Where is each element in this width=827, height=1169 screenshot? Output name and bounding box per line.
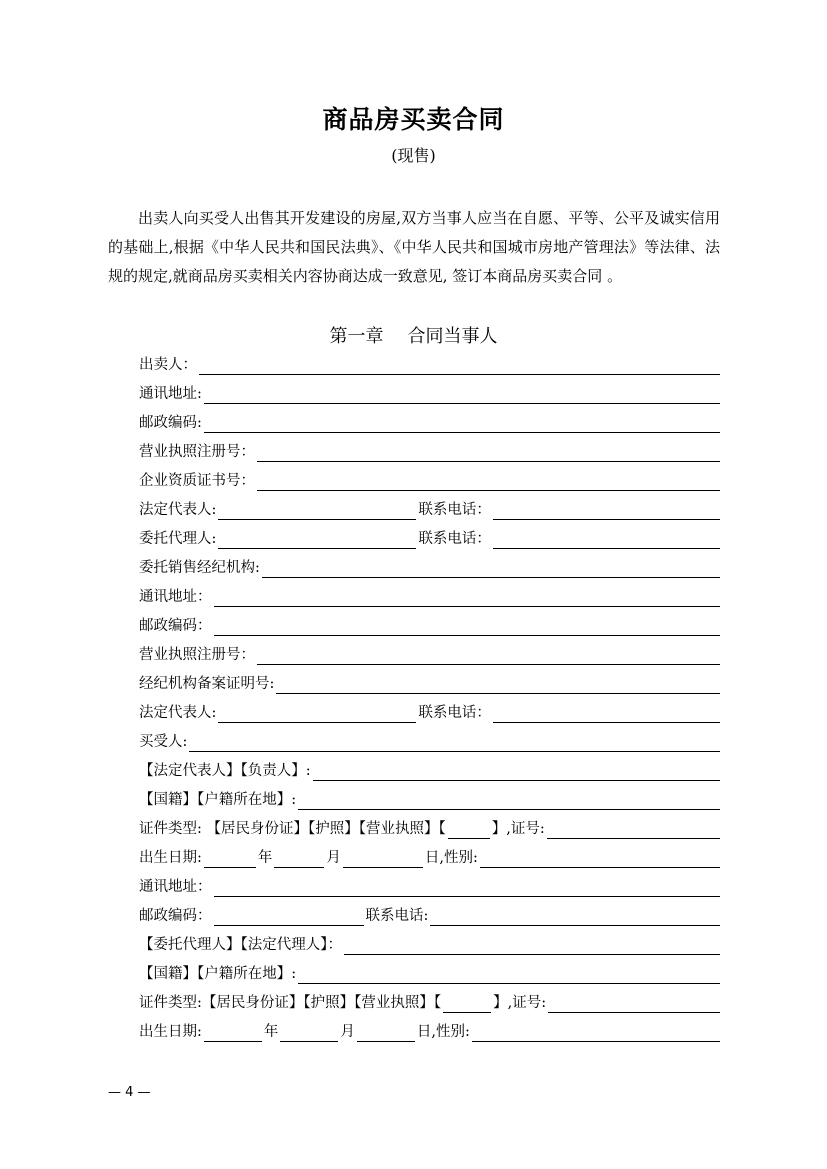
buyer-birth-row [139, 846, 720, 868]
broker-label: 委托销售经纪机构: [139, 560, 260, 576]
seller-legal-rep-blank[interactable] [218, 501, 416, 520]
buyer-id-no-blank[interactable] [547, 820, 720, 839]
broker-blank[interactable] [262, 559, 720, 578]
seller-agent-phone-blank[interactable] [493, 530, 720, 549]
buyer-id-other-blank[interactable] [448, 820, 490, 839]
buyer-birth-year-blank[interactable] [204, 849, 256, 868]
agent-month-label: 月 [340, 1024, 355, 1040]
agent-gender-blank[interactable] [472, 1023, 720, 1042]
agent-id-no-label: 】,证号: [493, 995, 547, 1011]
seller-license-label: 营业执照注册号： [139, 444, 255, 460]
document-title: 商品房买卖合同 [322, 105, 505, 134]
agent-birth-year-blank[interactable] [204, 1023, 262, 1042]
buyer-birth-month-blank[interactable] [274, 849, 324, 868]
agent-birth-month-blank[interactable] [280, 1023, 338, 1042]
seller-agent-label: 委托代理人: [139, 531, 217, 547]
intro-text: 出卖人向买受人出售其开发建设的房屋,双方当事人应当在自愿、平等、公平及诚实信用的基础上,根据《中华人民共和国民法典》、《中华人民共和国城市房地产管理法》等法律、法规的规定,就商品房买卖相关内容协商达成一致意见, 签订本商品房买卖合同 。 [108, 209, 720, 285]
agent-birth-day-blank[interactable] [357, 1023, 415, 1042]
buyer-month-label: 月 [326, 850, 341, 866]
buyer-rep-label: 【法定代表人】【负责人】: [139, 763, 311, 779]
seller-qualification-row [139, 469, 720, 491]
buyer-year-label: 年 [257, 850, 273, 866]
page-number: — 4 — [108, 1085, 151, 1100]
seller-legal-rep-row [139, 498, 720, 520]
broker-legal-rep-phone-label: 联系电话： [418, 705, 491, 721]
agent-nationality-row [139, 962, 720, 984]
broker-legal-rep-row [139, 701, 720, 723]
buyer-agent-row [139, 933, 720, 955]
chapter-name: 合同当事人 [407, 326, 498, 347]
buyer-agent-blank[interactable] [344, 936, 720, 955]
buyer-nationality-label: 【国籍】【户籍所在地】: [139, 792, 297, 808]
buyer-id-row [139, 817, 720, 839]
agent-day-gender-label: 日,性别: [416, 1024, 470, 1040]
agent-birth-label: 出生日期: [139, 1024, 202, 1040]
buyer-nationality-blank[interactable] [298, 791, 720, 810]
seller-legal-rep-phone-label: 联系电话： [418, 502, 491, 518]
seller-address-label: 通讯地址: [139, 386, 202, 402]
agent-id-type-label: 证件类型:【居民身份证】【护照】【营业执照】【 [139, 995, 442, 1011]
broker-record-row [139, 672, 720, 694]
broker-license-row [139, 643, 720, 665]
buyer-nationality-row [139, 788, 720, 810]
seller-agent-phone-label: 联系电话： [418, 531, 491, 547]
broker-address-label: 通讯地址： [139, 589, 212, 605]
broker-address-blank[interactable] [214, 588, 721, 607]
seller-legal-rep-phone-blank[interactable] [493, 501, 720, 520]
broker-postcode-label: 邮政编码： [139, 618, 212, 634]
buyer-address-row [139, 875, 720, 897]
intro-paragraph [108, 204, 720, 291]
buyer-id-type-label: 证件类型: 【居民身份证】【护照】【营业执照】【 [139, 821, 446, 837]
agent-nationality-blank[interactable] [298, 965, 720, 984]
broker-legal-rep-phone-blank[interactable] [493, 704, 720, 723]
buyer-postcode-row [139, 904, 720, 926]
broker-license-label: 营业执照注册号： [139, 647, 255, 663]
buyer-address-blank[interactable] [214, 878, 721, 897]
seller-blank[interactable] [199, 356, 720, 375]
broker-license-blank[interactable] [257, 646, 720, 665]
buyer-label: 买受人: [139, 734, 188, 750]
agent-nationality-label: 【国籍】【户籍所在地】: [139, 966, 297, 982]
seller-postcode-blank[interactable] [204, 414, 720, 433]
agent-id-no-blank[interactable] [548, 994, 720, 1013]
buyer-blank[interactable] [189, 733, 720, 752]
seller-address-blank[interactable] [204, 385, 720, 404]
buyer-phone-label: 联系电话: [365, 908, 429, 924]
seller-legal-rep-label: 法定代表人: [139, 502, 217, 518]
seller-label: 出卖人： [139, 357, 197, 373]
broker-row [139, 556, 720, 578]
broker-address-row [139, 585, 720, 607]
broker-legal-rep-label: 法定代表人: [139, 705, 217, 721]
broker-record-label: 经纪机构备案证明号: [139, 676, 275, 692]
seller-agent-row [139, 527, 720, 549]
buyer-postcode-label: 邮政编码： [139, 908, 212, 924]
seller-agent-blank[interactable] [218, 530, 416, 549]
agent-year-label: 年 [263, 1024, 279, 1040]
seller-qualification-blank[interactable] [257, 472, 720, 491]
buyer-rep-row [139, 759, 720, 781]
broker-record-blank[interactable] [276, 675, 720, 694]
buyer-postcode-blank[interactable] [214, 907, 364, 926]
chapter-number: 第一章 [329, 326, 384, 347]
buyer-rep-blank[interactable] [313, 762, 720, 781]
seller-license-blank[interactable] [257, 443, 720, 462]
buyer-birth-label: 出生日期: [139, 850, 202, 866]
seller-address-row [139, 382, 720, 404]
buyer-gender-blank[interactable] [480, 849, 720, 868]
seller-postcode-label: 邮政编码: [139, 415, 202, 431]
seller-qualification-label: 企业资质证书号： [139, 473, 255, 489]
broker-postcode-row [139, 614, 720, 636]
seller-license-row [139, 440, 720, 462]
seller-row [139, 353, 720, 375]
buyer-day-gender-label: 日,性别: [424, 850, 478, 866]
agent-id-row [139, 991, 720, 1013]
buyer-birth-day-blank[interactable] [343, 849, 423, 868]
agent-birth-row [139, 1020, 720, 1042]
agent-id-other-blank[interactable] [443, 994, 491, 1013]
buyer-phone-blank[interactable] [430, 907, 720, 926]
seller-postcode-row [139, 411, 720, 433]
buyer-row [139, 730, 720, 752]
broker-postcode-blank[interactable] [214, 617, 721, 636]
chapter-heading [0, 322, 827, 348]
buyer-address-label: 通讯地址： [139, 879, 212, 895]
buyer-agent-label: 【委托代理人】【法定代理人】： [139, 937, 342, 953]
buyer-id-no-label: 】,证号: [491, 821, 545, 837]
broker-legal-rep-blank[interactable] [218, 704, 416, 723]
document-subtitle: (现售) [391, 146, 436, 165]
